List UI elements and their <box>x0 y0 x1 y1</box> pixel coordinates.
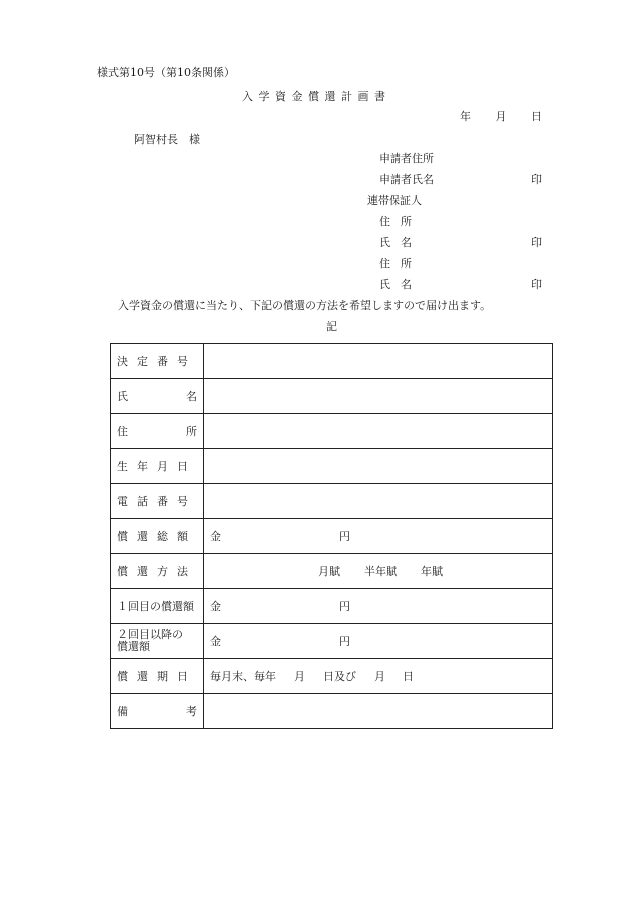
yen-suffix: 円 <box>339 530 350 543</box>
method-field[interactable] <box>204 554 553 589</box>
date-line <box>460 110 542 124</box>
guarantor2-seal: 印 <box>531 278 542 291</box>
first-payment-field[interactable] <box>204 589 553 624</box>
applicant-name-label: 申請者氏名 <box>379 173 434 186</box>
birthdate-field[interactable] <box>204 449 553 484</box>
subsequent-payment-label: ２回目以降の 償還額 <box>111 624 204 659</box>
table-row <box>111 449 553 484</box>
name-field[interactable] <box>204 379 553 414</box>
form-number: 様式第10号（第10条関係） <box>97 66 235 79</box>
yen-suffix: 円 <box>339 635 350 648</box>
guarantor-heading: 連帯保証人 <box>367 194 422 207</box>
month-label: 月 <box>495 110 507 123</box>
yen-prefix: 金 <box>210 530 221 543</box>
subsequent-payment-field[interactable] <box>204 624 553 659</box>
table-row <box>111 484 553 519</box>
yen-prefix: 金 <box>210 635 221 648</box>
phone-field[interactable] <box>204 484 553 519</box>
birthdate-label: 生年月日 <box>111 449 204 484</box>
table-row <box>111 344 553 379</box>
table-row <box>111 554 553 589</box>
table-row <box>111 694 553 729</box>
first-payment-label: １回目の償還額 <box>111 589 204 624</box>
table-row <box>111 519 553 554</box>
repayment-table <box>110 343 553 729</box>
phone-label: 電話番号 <box>111 484 204 519</box>
address-label: 住 所 <box>111 414 204 449</box>
method-label: 償還方法 <box>111 554 204 589</box>
yen-prefix: 金 <box>210 600 221 613</box>
applicant-seal: 印 <box>531 173 542 186</box>
remarks-label: 備 考 <box>111 694 204 729</box>
guarantor1-name-label: 氏 名 <box>379 236 412 249</box>
addressee: 阿智村長 様 <box>134 133 200 146</box>
statement: 入学資金の償還に当たり、下記の償還の方法を希望しますので届け出ます。 <box>118 299 492 312</box>
period-field[interactable]: 毎月末、毎年 月 日及び 月 日 <box>204 659 553 694</box>
table-row <box>111 379 553 414</box>
address-field[interactable] <box>204 414 553 449</box>
table-row <box>111 414 553 449</box>
day-label: 日 <box>531 110 542 123</box>
option-annual[interactable]: 年賦 <box>421 565 443 578</box>
table-row <box>111 659 553 694</box>
period-label: 償還期日 <box>111 659 204 694</box>
name-label: 氏 名 <box>111 379 204 414</box>
total-amount-label: 償還総額 <box>111 519 204 554</box>
option-semiannual[interactable]: 半年賦 <box>364 565 397 578</box>
year-label: 年 <box>460 110 471 123</box>
total-amount-field[interactable] <box>204 519 553 554</box>
guarantor2-address-label: 住 所 <box>379 257 412 270</box>
guarantor1-seal: 印 <box>531 236 542 249</box>
option-monthly[interactable]: 月賦 <box>318 565 340 578</box>
document-title: 入 学 資 金 償 還 計 画 書 <box>242 90 386 103</box>
table-row <box>111 624 553 659</box>
guarantor1-address-label: 住 所 <box>379 215 412 228</box>
applicant-address-label: 申請者住所 <box>379 152 434 165</box>
guarantor2-name-label: 氏 名 <box>379 278 412 291</box>
ki-mark: 記 <box>326 320 337 333</box>
yen-suffix: 円 <box>339 600 350 613</box>
decision-number-label: 決定番号 <box>111 344 204 379</box>
remarks-field[interactable] <box>204 694 553 729</box>
table-row <box>111 589 553 624</box>
decision-number-field[interactable] <box>204 344 553 379</box>
